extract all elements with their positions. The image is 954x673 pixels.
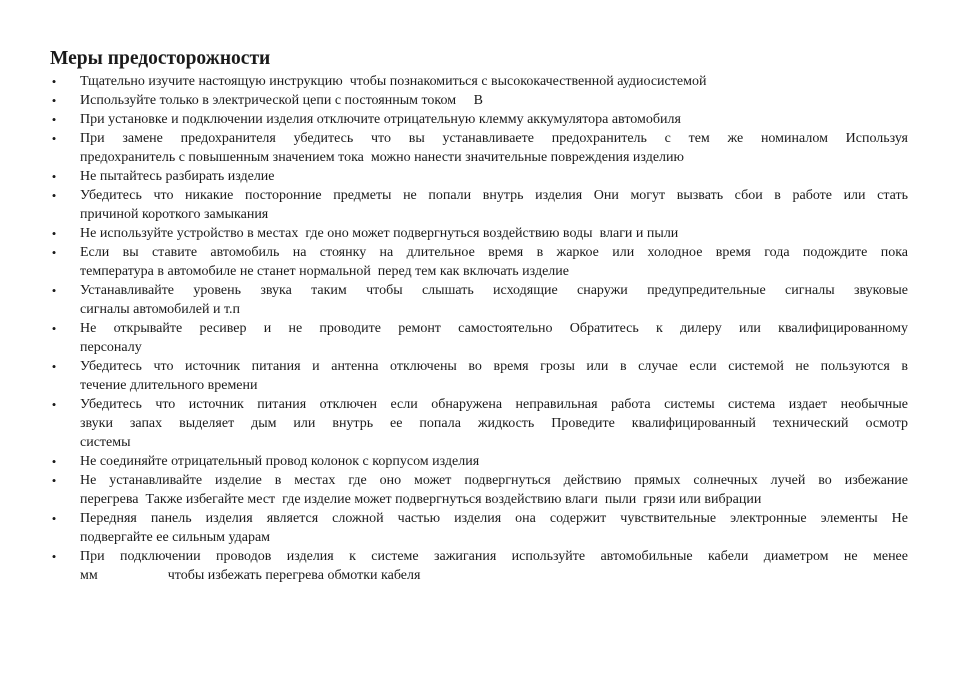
list-item-text [80, 509, 908, 547]
list-item-text [80, 281, 908, 319]
list-item-line: Если вы ставите автомобиль на стоянку на длительное время в жаркое или холодное время года подождите пока [80, 245, 908, 260]
bullet-icon: • [51, 245, 57, 260]
list-item-line: системы [80, 435, 131, 450]
list-item [0, 72, 954, 91]
list-item-line: Не устанавливайте изделие в местах где оно может подвергнуться действию прямых солнечных лучей во избежание [80, 473, 908, 488]
list-item [0, 129, 954, 167]
list-item-line: предохранитель с повышенным значением тока можно нанести значительные повреждения изделию [80, 150, 684, 165]
list-item-text [80, 72, 908, 91]
list-item [0, 224, 954, 243]
list-item-line: причиной короткого замыкания [80, 207, 269, 222]
list-item [0, 357, 954, 395]
list-item-line: Используйте только в электрической цепи с постоянным током В [80, 93, 483, 108]
bullet-icon: • [51, 473, 57, 488]
list-item-line: температура в автомобиле не станет нормальной перед тем как включать изделие [80, 264, 569, 279]
bullet-icon: • [51, 454, 57, 469]
list-item [0, 471, 954, 509]
bullet-icon: • [51, 321, 57, 336]
list-item-text [80, 224, 908, 243]
bullet-icon: • [51, 74, 57, 89]
list-item-line: Убедитесь что источник питания отключен если обнаружена неправильная работа системы система издает необычные [80, 397, 908, 412]
precautions-list [0, 72, 954, 585]
list-item [0, 509, 954, 547]
list-item [0, 452, 954, 471]
list-item-line: персоналу [80, 340, 142, 355]
list-item-line: Не соединяйте отрицательный провод колонок с корпусом изделия [80, 454, 480, 469]
list-item-line: течение длительного времени [80, 378, 258, 393]
list-item-line: перегрева Также избегайте мест где изделие может подвергнуться воздействию влаги пыли грязи или вибрации [80, 492, 762, 507]
list-item-text [80, 186, 908, 224]
list-item [0, 281, 954, 319]
list-item [0, 91, 954, 110]
list-item-text [80, 129, 908, 167]
page-title: Меры предосторожности [50, 48, 271, 69]
list-item-line: сигналы автомобилей и т.п [80, 302, 241, 317]
bullet-icon: • [51, 511, 57, 526]
list-item-line: Устанавливайте уровень звука таким чтобы слышать исходящие снаружи предупредительные сигналы звуковые [80, 283, 908, 298]
list-item [0, 186, 954, 224]
list-item [0, 319, 954, 357]
bullet-icon: • [51, 549, 57, 564]
list-item-text [80, 167, 908, 186]
list-item-text [80, 243, 908, 281]
list-item-line: Не пытайтесь разбирать изделие [80, 169, 275, 184]
list-item [0, 110, 954, 129]
list-item-text [80, 110, 908, 129]
list-item-line: Передняя панель изделия является сложной частью изделия она содержит чувствительные электронные элементы Не [80, 511, 908, 526]
list-item-text [80, 547, 908, 585]
bullet-icon: • [51, 131, 57, 146]
list-item [0, 547, 954, 585]
list-item-text [80, 319, 908, 357]
list-item-line: Тщательно изучите настоящую инструкцию чтобы познакомиться с высококачественной аудиосистемой [80, 74, 707, 89]
list-item-text [80, 395, 908, 452]
bullet-icon: • [51, 188, 57, 203]
list-item-text [80, 471, 908, 509]
list-item [0, 243, 954, 281]
list-item-line: подвергайте ее сильным ударам [80, 530, 271, 545]
list-item [0, 167, 954, 186]
list-item-line: Убедитесь что источник питания и антенна отключены во время грозы или в случае если системой не пользуются в [80, 359, 908, 374]
bullet-icon: • [51, 359, 57, 374]
list-item [0, 395, 954, 452]
list-item-line: При подключении проводов изделия к системе зажигания используйте автомобильные кабели диаметром не менее [80, 549, 908, 564]
bullet-icon: • [51, 93, 57, 108]
list-item-text [80, 452, 908, 471]
list-item-line: Не используйте устройство в местах где оно может подвергнуться воздействию воды влаги и пыли [80, 226, 679, 241]
list-item-text [80, 91, 908, 110]
bullet-icon: • [51, 226, 57, 241]
bullet-icon: • [51, 283, 57, 298]
list-item-line: Убедитесь что никакие посторонние предметы не попали внутрь изделия Они могут вызвать сбои в работе или стать [80, 188, 908, 203]
list-item-line: мм чтобы избежать перегрева обмотки кабеля [80, 568, 421, 583]
list-item-line: При замене предохранителя убедитесь что вы устанавливаете предохранитель с тем же номиналом Используя [80, 131, 908, 146]
bullet-icon: • [51, 397, 57, 412]
list-item-line: Не открывайте ресивер и не проводите ремонт самостоятельно Обратитесь к дилеру или квалифицированному [80, 321, 908, 336]
list-item-text [80, 357, 908, 395]
list-item-line: звуки запах выделяет дым или внутрь ее попала жидкость Проведите квалифицированный технический осмотр [80, 416, 908, 431]
bullet-icon: • [51, 112, 57, 127]
bullet-icon: • [51, 169, 57, 184]
list-item-line: При установке и подключении изделия отключите отрицательную клемму аккумулятора автомобиля [80, 112, 681, 127]
